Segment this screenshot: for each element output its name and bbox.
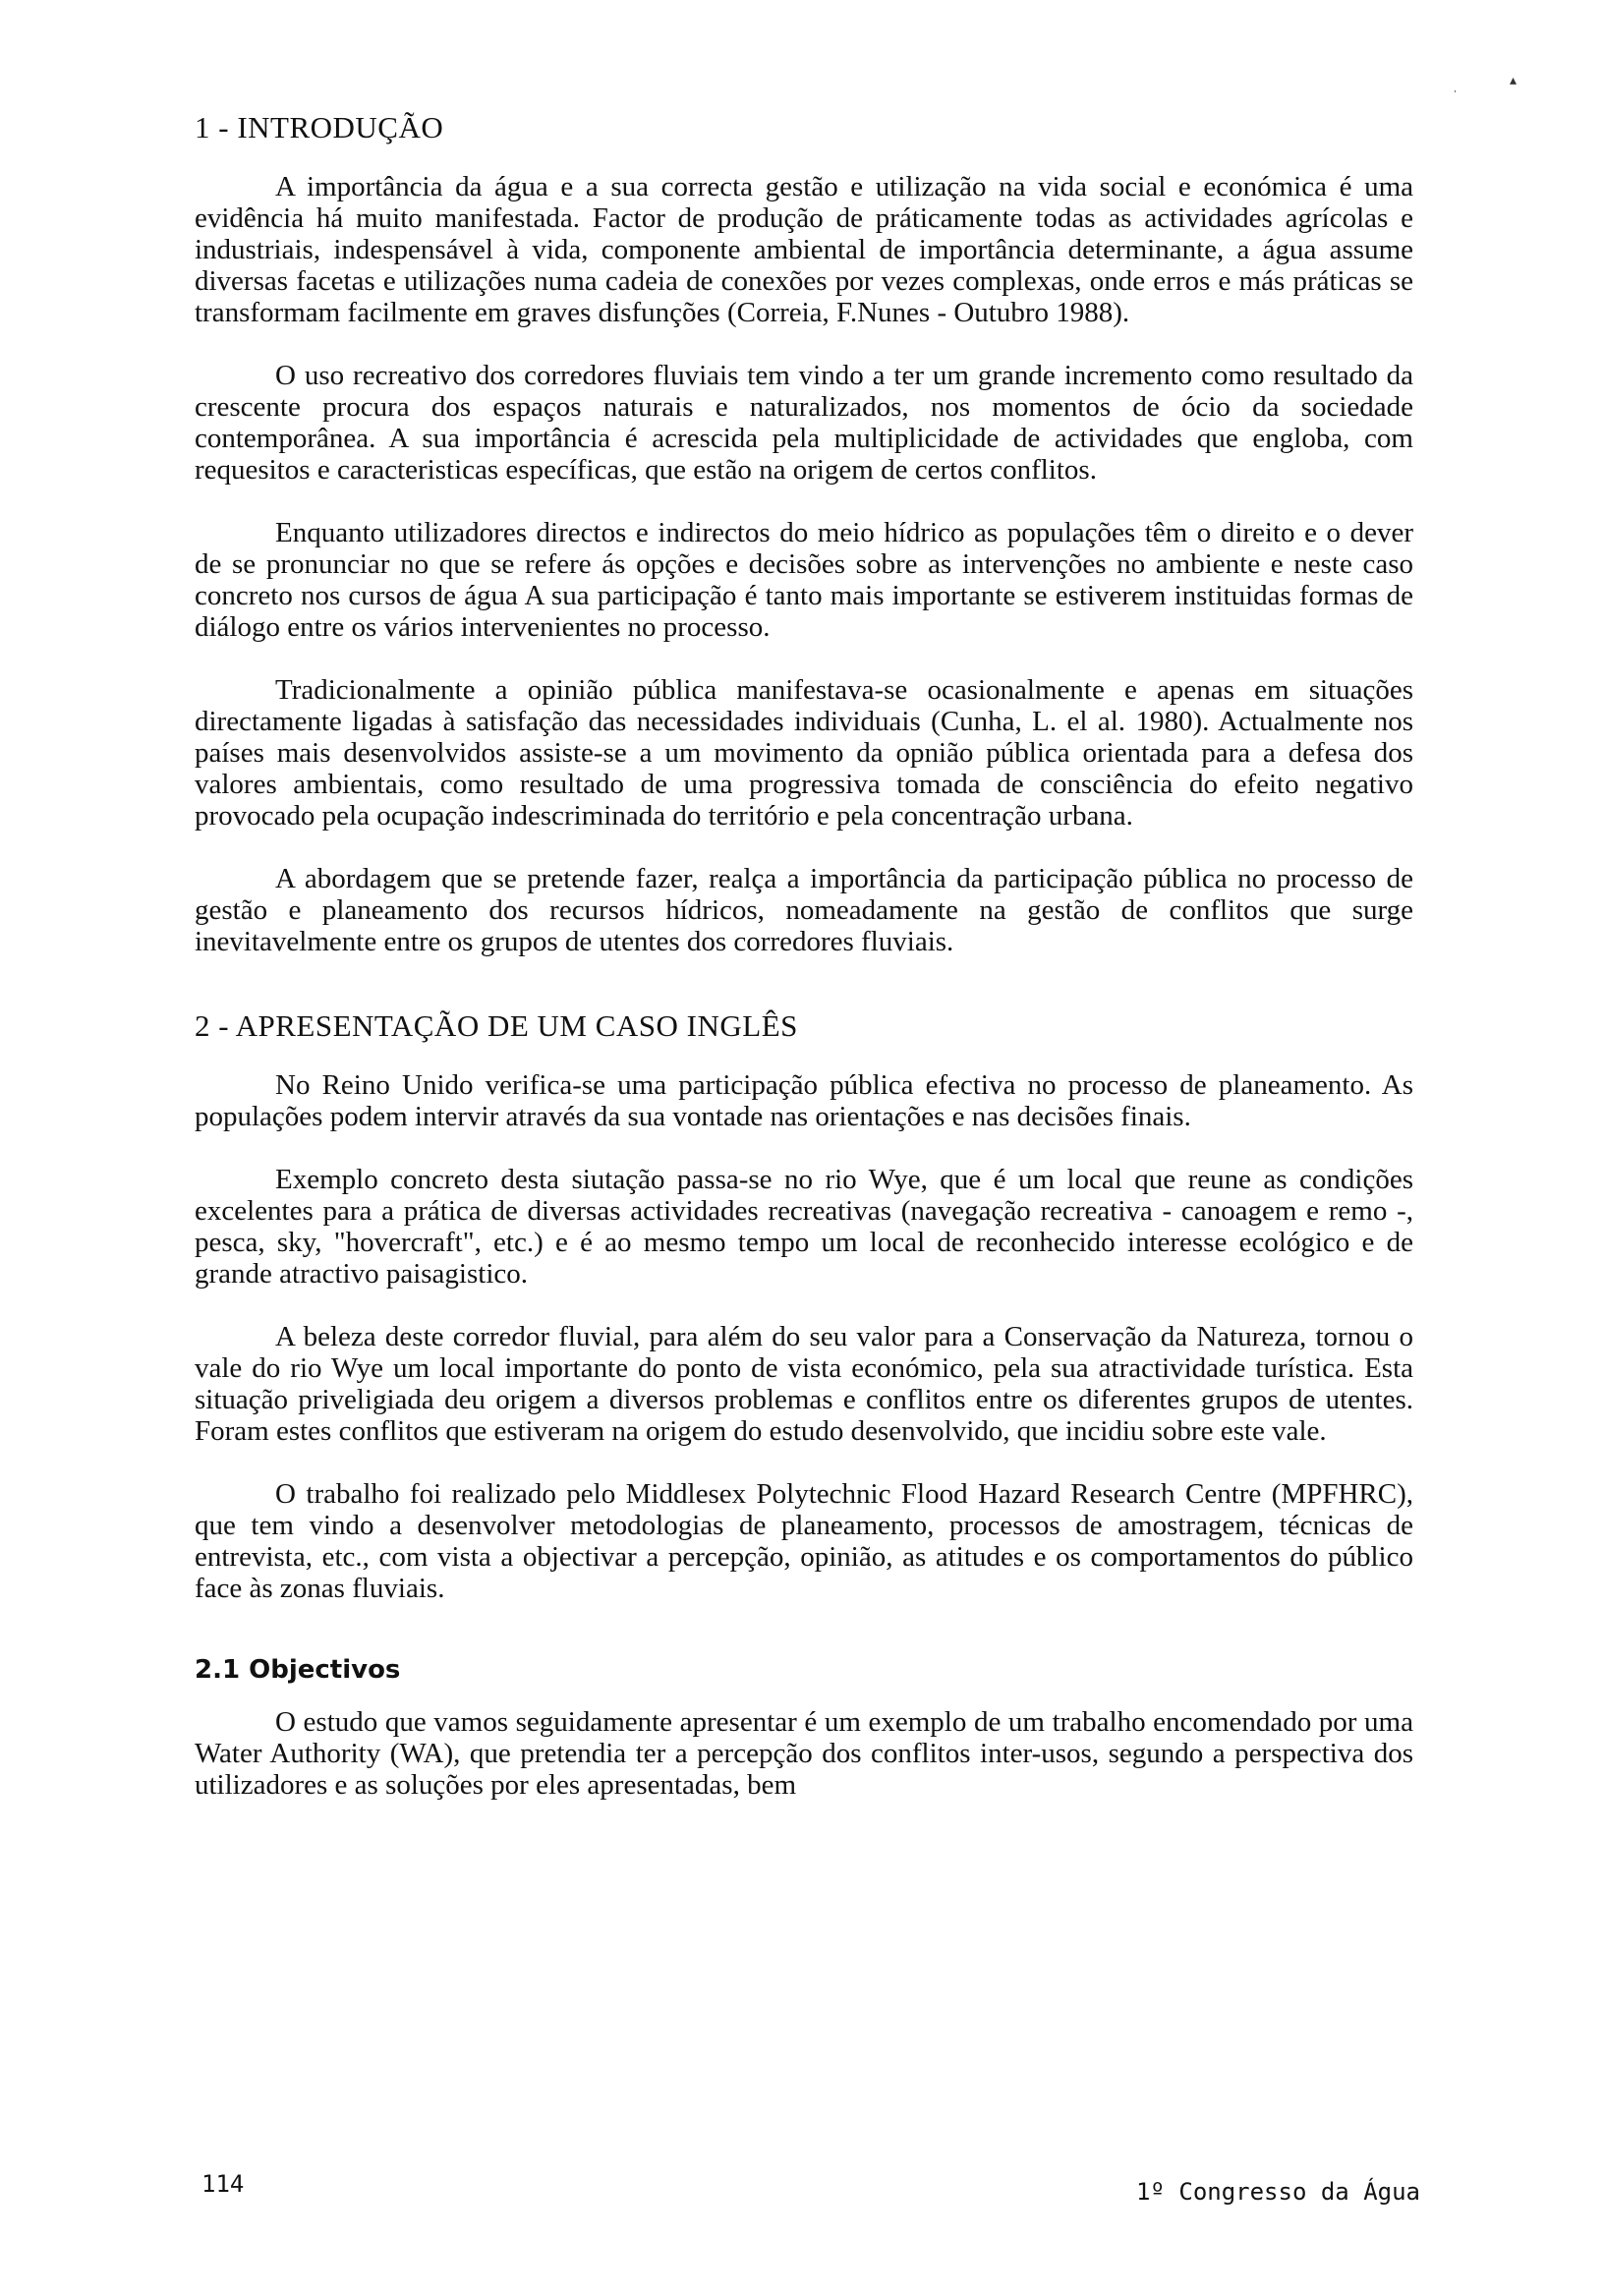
paragraph: No Reino Unido verifica-se uma participação pública efectiva no processo de planeamento. As populações podem intervir através da sua vontade nas orientações e nas decisões finais. xyxy=(195,1069,1413,1132)
paragraph: O estudo que vamos seguidamente apresentar é um exemplo de um trabalho encomendado por uma Water Authority (WA), que pretendia ter a percepção dos conflitos inter-usos, segundo a perspectiva dos utilizadores e as soluções por eles apresentadas, bem xyxy=(195,1706,1413,1801)
paragraph: Exemplo concreto desta siutação passa-se no rio Wye, que é um local que reune as condições excelentes para a prática de diversas actividades recreativas (navegação recreativa - canoagem e remo -, pesca, sky, "hovercraft", etc.) e é ao mesmo tempo um local de reconhecido interesse ecológico e de grande atractivo paisagistico. xyxy=(195,1164,1413,1290)
paragraph: O trabalho foi realizado pelo Middlesex Polytechnic Flood Hazard Research Centre (MPFHRC), que tem vindo a desenvolver metodologias de planeamento, processos de amostragem, técnicas de entrevista, etc., com vista a objectivar a percepção, opinião, as atitudes e os comportamentos do público face às zonas fluviais. xyxy=(195,1478,1413,1604)
paragraph: O uso recreativo dos corredores fluviais tem vindo a ter um grande incremento como resultado da crescente procura dos espaços naturais e naturalizados, nos momentos de ócio da sociedade contemporânea. A sua importância é acrescida pela multiplicidade de actividades que engloba, com requesitos e caracteristicas específicas, que estão na origem de certos conflitos. xyxy=(195,360,1413,486)
paragraph: Enquanto utilizadores directos e indirectos do meio hídrico as populações têm o direito e o dever de se pronunciar no que se refere ás opções e decisões sobre as intervenções no ambiente e neste caso concreto nos cursos de água A sua participação é tanto mais importante se estiverem instituidas formas de diálogo entre os vários intervenientes no processo. xyxy=(195,517,1413,643)
page-number: 114 xyxy=(201,2170,245,2198)
document-body xyxy=(195,110,1413,1832)
section-heading: 2 - APRESENTAÇÃO DE UM CASO INGLÊS xyxy=(195,1008,798,1043)
paragraph: A abordagem que se pretende fazer, realça a importância da participação pública no processo de gestão e planeamento dos recursos hídricos, nomeadamente na gestão de conflitos que surge inevitavelmente entre os grupos de utentes dos corredores fluviais. xyxy=(195,863,1413,957)
paragraph: Tradicionalmente a opinião pública manifestava-se ocasionalmente e apenas em situações directamente ligadas à satisfação das necessidades individuais (Cunha, L. el al. 1980). Actualmente nos países mais desenvolvidos assiste-se a um movimento da opnião pública orientada para a defesa dos valores ambientais, como resultado de uma progressiva tomada de consciência do efeito negativo provocado pela ocupação indescriminada do território e pela concentração urbana. xyxy=(195,674,1413,832)
scan-speck: ˌ xyxy=(1453,79,1458,93)
conference-title: 1º Congresso da Água xyxy=(1136,2178,1420,2206)
section-heading: 1 - INTRODUÇÃO xyxy=(195,110,444,144)
section-introducao xyxy=(195,110,1413,957)
paragraph: A beleza deste corredor fluvial, para além do seu valor para a Conservação da Natureza, tornou o vale do rio Wye um local importante do ponto de vista económico, pela sua atractividade turística. Esta situação priveligiada deu origem a diversos problemas e conflitos entre os diferentes grupos de utentes. Foram estes conflitos que estiveram na origem do estudo desenvolvido, que incidiu sobre este vale. xyxy=(195,1321,1413,1447)
section-objectivos xyxy=(195,1655,1413,1801)
subsection-heading: 2.1 Objectivos xyxy=(195,1655,401,1685)
paragraph: A importância da água e a sua correcta gestão e utilização na vida social e económica é uma evidência há muito manifestada. Factor de produção de práticamente todas as actividades agrícolas e industriais, indespensável à vida, componente ambiental de importância determinante, a água assume diversas facetas e utilizações numa cadeia de conexões por vezes complexas, onde erros e más práticas se transformam facilmente em graves disfunções (Correia, F.Nunes - Outubro 1988). xyxy=(195,171,1413,328)
scan-speck: ▴ xyxy=(1510,74,1518,88)
section-caso-ingles xyxy=(195,1008,1413,1604)
